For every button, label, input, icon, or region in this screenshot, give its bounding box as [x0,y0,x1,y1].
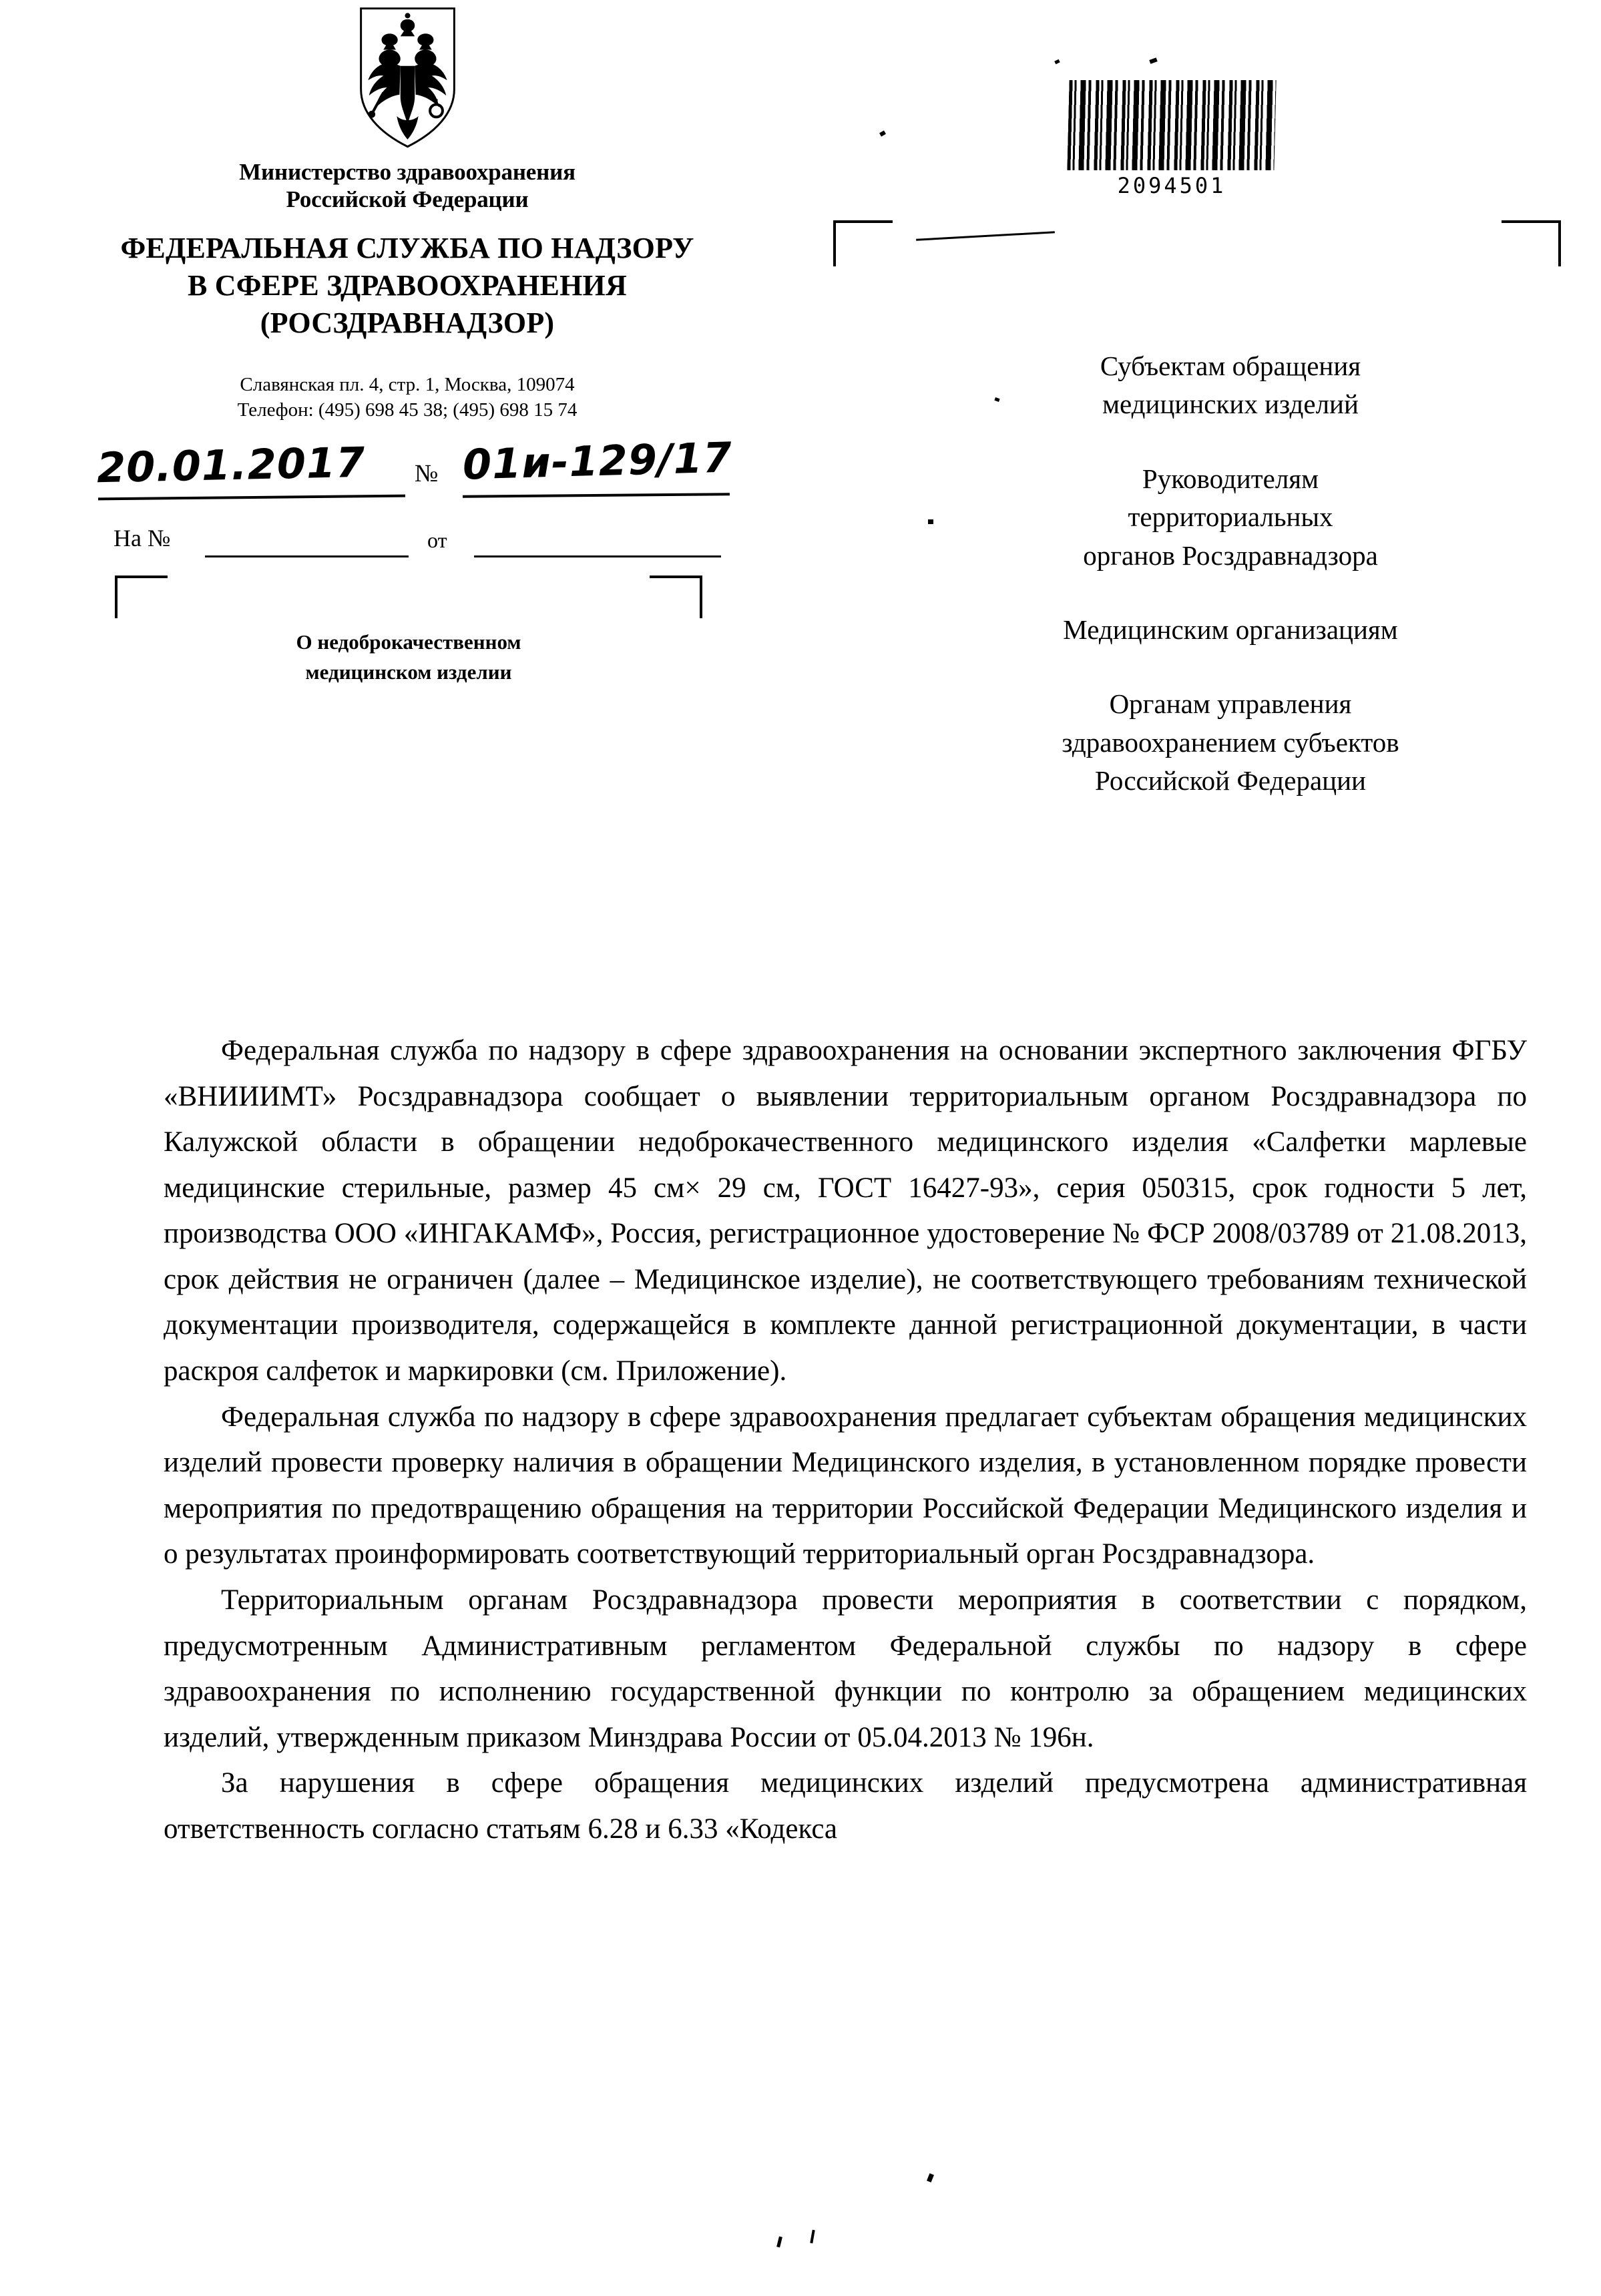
addressee-group [947,611,1514,649]
outgoing-date-handwritten: 20.01.2017 [96,437,366,493]
scan-speck [1149,57,1157,63]
corner-bracket-top-right-icon [1502,220,1561,266]
agency-line-2: В СФЕРЕ ЗДРАВООХРАНЕНИЯ [188,268,627,302]
corner-bracket-top-right-icon [650,576,702,618]
on-number-label: На № [113,525,171,551]
incoming-reference-row [113,524,781,564]
letter-body [164,1028,1527,1852]
addressee-block [833,220,1561,901]
addressee-line: территориальных [1128,501,1333,533]
body-paragraph: Федеральная служба по надзору в сфере здравоохранения на основании экспертного заключения ФГБУ «ВНИИИМТ» Росздравнадзора сообщает о выявлении территориальным органом Росздравнадзора по Калужской области в обращении недоброкачественного медицинского изделия «Салфетки марлевые медицинские стерильные, размер 45 см× 29 см, ГОСТ 16427-93», серия 050315, срок годности 5 лет, производства ООО «ИНГАКАМФ», Россия, регистрационное удостоверение № ФСР 2008/03789 от 21.08.2013, срок действия не ограничен (далее – Медицинское изделие), не соответствующего требованиям технической документации производителя, содержащейся в комплекте данной регистрационной документации, в части раскроя салфеток и маркировки (см. Приложение). [164,1035,1527,1387]
addressee-group [947,460,1514,575]
russian-coat-of-arms-icon [353,7,463,150]
barcode [1058,80,1285,198]
addressee-line: Руководителям [1142,463,1319,494]
body-paragraph: Федеральная служба по надзору в сфере здравоохранения предлагает субъектам обращения медицинских изделий провести проверку наличия в обращении Медицинского изделия, в установленном порядке провести мероприятия по предотвращению обращения на территории Российской Федерации Медицинского изделия и о результатах проинформировать соответствующий территориальный орган Росздравнадзора. [164,1401,1527,1570]
agency-name [87,230,728,342]
ministry-line-2: Российской Федерации [286,186,529,213]
addressee-line: органов Росздравнадзора [1083,539,1378,571]
corner-bracket-top-left-icon [833,220,893,266]
body-paragraph: Территориальным органам Росздравнадзора провести мероприятия в соответствии с порядком, предусмотренным Административным регламентом Федеральной службы по надзору в сфере здравоохранения по исполнению государственной функции по контролю за обращением медицинских изделий, утвержденным приказом Минздрава России от 05.04.2013 № 196н. [164,1584,1527,1753]
addressee-line: Субъектам обращения [1100,351,1361,381]
on-number-rule [205,555,409,557]
agency-line-3: (РОСЗДРАВНАДЗОР) [260,306,555,340]
ministry-name [87,158,728,214]
subject-line-1: О недоброкачественном [296,630,521,654]
addressee-group [947,347,1514,424]
outgoing-number-handwritten: 01и-129/17 [462,433,733,489]
registration-line [96,433,851,521]
addressee-line: здравоохранением субъектов [1062,726,1399,758]
postal-address: Славянская пл. 4, стр. 1, Москва, 109074 [240,373,575,395]
phone-numbers: Телефон: (495) 698 45 38; (495) 698 15 74 [237,399,578,421]
from-label: от [427,528,447,552]
from-date-rule [474,555,721,557]
addressee-group [947,685,1514,800]
letterhead [87,7,728,423]
scan-speck [776,2237,782,2248]
addressee-line: Органам управления [1109,688,1352,720]
number-rule [463,493,730,497]
corner-bracket-top-left-icon [115,576,168,618]
date-rule [98,495,405,501]
barcode-bars [1067,80,1276,170]
addressee-line: Российской Федерации [1095,765,1366,796]
addressee-line: Медицинским организациям [1063,614,1398,645]
barcode-number: 2094501 [1117,173,1226,198]
agency-line-1: ФЕДЕРАЛЬНАЯ СЛУЖБА ПО НАДЗОРУ [120,231,694,264]
addressee-list [947,347,1514,800]
addressee-line: медицинских изделий [1102,389,1359,420]
subject-block [115,576,702,699]
ministry-line-1: Министерство здравоохранения [239,159,576,185]
scan-speck [1054,59,1060,64]
scan-speck [810,2230,815,2243]
number-symbol: № [415,460,439,487]
scan-speck [879,130,886,136]
subject-text [115,628,702,688]
scan-speck [927,2173,934,2183]
subject-line-2: медицинском изделии [305,660,512,684]
body-paragraph: За нарушения в сфере обращения медицинских изделий предусмотрена административная ответственность согласно статьям 6.28 и 6.33 «Кодекса [164,1767,1527,1845]
contact-block [87,372,728,423]
